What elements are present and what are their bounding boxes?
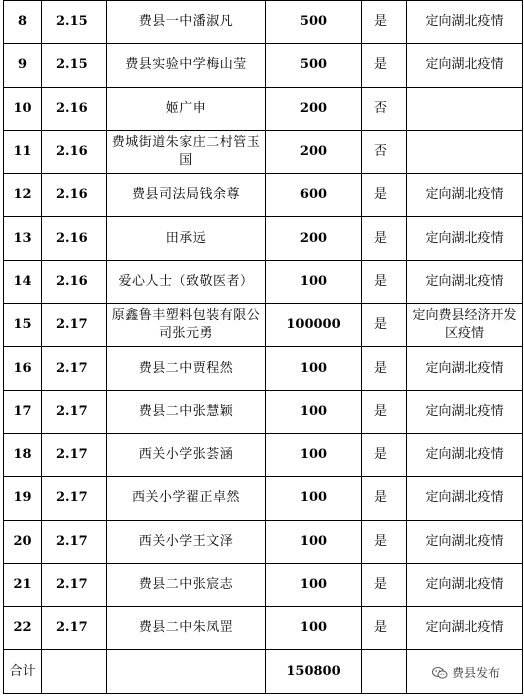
row-number: 10: [4, 87, 42, 130]
row-donor-name: 费县一中潘淑凡: [107, 1, 266, 44]
table-row: [4, 87, 523, 130]
row-date: 2.17: [42, 347, 107, 390]
row-number: 18: [4, 433, 42, 476]
total-empty-date: [42, 650, 107, 694]
row-date: 2.17: [42, 390, 107, 433]
row-date: 2.16: [42, 87, 107, 130]
row-number: 8: [4, 1, 42, 44]
row-note: 定向湖北疫情: [407, 1, 523, 44]
row-date: 2.17: [42, 433, 107, 476]
row-flag: 是: [362, 174, 407, 217]
row-note: [407, 87, 523, 130]
table-row: [4, 520, 523, 563]
row-date: 2.16: [42, 130, 107, 173]
table-row: [4, 477, 523, 520]
row-number: 20: [4, 520, 42, 563]
row-number: 14: [4, 260, 42, 303]
row-note: 定向费县经济开发区疫情: [407, 304, 523, 347]
row-number: 21: [4, 563, 42, 606]
row-flag: 是: [362, 520, 407, 563]
total-label: 合计: [4, 650, 42, 694]
table-row: [4, 563, 523, 606]
row-note: 定向湖北疫情: [407, 217, 523, 260]
row-note: [407, 130, 523, 173]
row-donor-name: 费县二中张宸志: [107, 563, 266, 606]
row-donor-name: 田承远: [107, 217, 266, 260]
row-flag: 是: [362, 477, 407, 520]
row-number: 9: [4, 44, 42, 87]
row-number: 19: [4, 477, 42, 520]
table-row: [4, 433, 523, 476]
table-row: [4, 607, 523, 650]
donation-table: [3, 0, 523, 694]
row-note: 定向湖北疫情: [407, 390, 523, 433]
row-note: 定向湖北疫情: [407, 607, 523, 650]
row-number: 12: [4, 174, 42, 217]
row-flag: 是: [362, 607, 407, 650]
row-note: 定向湖北疫情: [407, 520, 523, 563]
row-donor-name: 费县司法局钱余尊: [107, 174, 266, 217]
row-date: 2.17: [42, 607, 107, 650]
row-donor-name: 费县二中张慧颖: [107, 390, 266, 433]
row-donor-name: 费县二中朱凤罡: [107, 607, 266, 650]
row-amount: 500: [266, 44, 362, 87]
row-amount: 100: [266, 477, 362, 520]
row-number: 13: [4, 217, 42, 260]
row-flag: 是: [362, 1, 407, 44]
row-amount: 200: [266, 130, 362, 173]
table-row: [4, 44, 523, 87]
table-row: [4, 1, 523, 44]
row-flag: 是: [362, 44, 407, 87]
row-note: 定向湖北疫情: [407, 44, 523, 87]
table-row: [4, 174, 523, 217]
row-amount: 100: [266, 520, 362, 563]
table-row: [4, 217, 523, 260]
donation-table-body: [4, 1, 523, 694]
wechat-icon: [432, 666, 448, 680]
row-amount: 100: [266, 260, 362, 303]
table-row: [4, 347, 523, 390]
row-date: 2.16: [42, 174, 107, 217]
row-amount: 100: [266, 433, 362, 476]
row-flag: 否: [362, 87, 407, 130]
row-date: 2.17: [42, 477, 107, 520]
row-note: 定向湖北疫情: [407, 477, 523, 520]
table-row: [4, 390, 523, 433]
row-flag: 是: [362, 347, 407, 390]
row-amount: 100: [266, 607, 362, 650]
row-amount: 100: [266, 390, 362, 433]
row-date: 2.15: [42, 1, 107, 44]
row-note: 定向湖北疫情: [407, 174, 523, 217]
row-flag: 是: [362, 433, 407, 476]
row-donor-name: 西关小学张荟涵: [107, 433, 266, 476]
row-number: 17: [4, 390, 42, 433]
row-date: 2.15: [42, 44, 107, 87]
row-date: 2.17: [42, 520, 107, 563]
row-note: 定向湖北疫情: [407, 433, 523, 476]
total-empty-flag: [362, 650, 407, 694]
total-amount: 150800: [266, 650, 362, 694]
row-date: 2.17: [42, 563, 107, 606]
row-note: 定向湖北疫情: [407, 347, 523, 390]
table-row: [4, 260, 523, 303]
row-flag: 是: [362, 217, 407, 260]
row-flag: 是: [362, 260, 407, 303]
watermark-text: 费县发布: [451, 666, 500, 680]
row-amount: 500: [266, 1, 362, 44]
row-amount: 100000: [266, 304, 362, 347]
row-number: 11: [4, 130, 42, 173]
row-amount: 600: [266, 174, 362, 217]
row-amount: 100: [266, 563, 362, 606]
row-donor-name: 西关小学翟正卓然: [107, 477, 266, 520]
row-donor-name: 费城街道朱家庄二村管玉国: [107, 130, 266, 173]
row-date: 2.16: [42, 260, 107, 303]
row-note: 定向湖北疫情: [407, 260, 523, 303]
row-donor-name: 西关小学王文泽: [107, 520, 266, 563]
row-amount: 100: [266, 347, 362, 390]
row-amount: 200: [266, 217, 362, 260]
row-donor-name: 姬广申: [107, 87, 266, 130]
row-number: 16: [4, 347, 42, 390]
row-donor-name: 爱心人士（致敬医者）: [107, 260, 266, 303]
table-row: [4, 304, 523, 347]
watermark: [432, 664, 500, 681]
row-flag: 否: [362, 130, 407, 173]
row-amount: 200: [266, 87, 362, 130]
row-note: 定向湖北疫情: [407, 563, 523, 606]
row-donor-name: 费县二中贾程然: [107, 347, 266, 390]
row-date: 2.17: [42, 304, 107, 347]
row-donor-name: 费县实验中学梅山莹: [107, 44, 266, 87]
total-empty-name: [107, 650, 266, 694]
row-flag: 是: [362, 390, 407, 433]
row-number: 15: [4, 304, 42, 347]
table-row: [4, 130, 523, 173]
row-flag: 是: [362, 563, 407, 606]
row-donor-name: 原鑫鲁丰塑料包装有限公司张元勇: [107, 304, 266, 347]
row-number: 22: [4, 607, 42, 650]
row-date: 2.16: [42, 217, 107, 260]
row-flag: 是: [362, 304, 407, 347]
